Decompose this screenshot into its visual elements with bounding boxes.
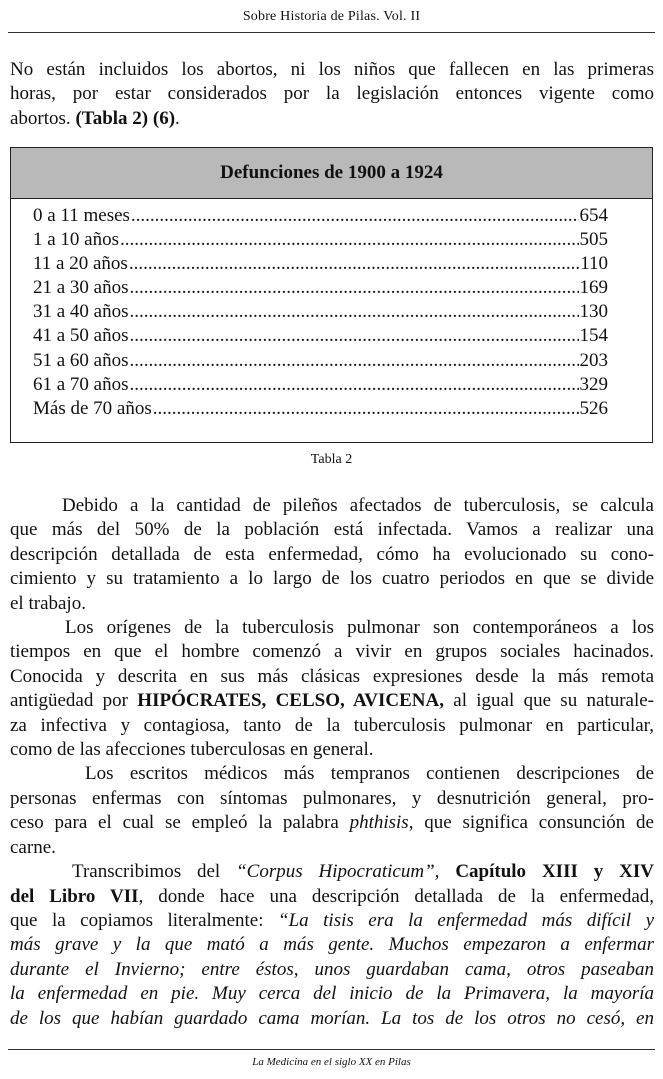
p3-line-4: carne. [10,836,56,858]
deaths-table [10,147,653,443]
age-range-label: 61 a 70 años [33,373,129,395]
p4-line-1-space [439,861,455,882]
quote-start: “La tisis era la enfermedad más difícil y [278,909,654,931]
p1-line-1: Debido a la cantidad de pileños afectados de tuberculosis, se calcula [62,495,654,516]
p4-line-4 [10,933,654,957]
intro-line-3-end: . [175,107,180,129]
p2-line-4-end: al igual que su naturale- [443,690,655,712]
age-range-label: 0 a 11 meses [33,205,130,226]
age-range-label: 11 a 20 años [33,253,128,275]
quote-line-4: la enfermedad en pie. Muy cerca del inicio de la Primavera, la mayoría [10,983,654,1005]
header-divider [8,32,655,33]
dot-leader [130,301,579,323]
age-range-label: Más de 70 años [33,397,152,419]
p4-line-1-text: Transcribimos del [72,861,237,883]
p2-line-2: tiempos en que el hombre comenzó a vivir en grupos sociales hacinados. [10,641,654,663]
p1-line-5: el trabajo. [10,592,86,614]
table-row [33,398,608,422]
death-count: 526 [579,397,608,419]
death-count: 505 [579,229,608,251]
footer-divider [8,1049,655,1050]
p3-line-3-text: ceso para el cual se empleó la palabra [10,812,350,834]
death-count: 654 [579,205,608,226]
quote-line-5: de los que habían guardado cama morían. La tos de los otros no cesó, en [10,1007,654,1029]
table-row [33,205,608,229]
work-title: “Corpus Hipocraticum”, [236,861,440,883]
dot-leader [130,277,579,299]
paragraph-2 [10,616,654,762]
death-count: 110 [580,253,608,275]
p3-line-3 [10,811,654,835]
p2-line-1: Los orígenes de la tuberculosis pulmonar son contemporáneos a los [65,617,654,639]
author-names: HIPÓCRATES, CELSO, AVICENA, [137,690,444,712]
intro-line-3-text: abortos. [10,107,76,129]
dot-leader [120,229,578,251]
table-row [33,374,608,398]
p1-line-2: que más del 50% de la población está infectada. Vamos a realizar una [10,519,654,541]
table-row [33,229,608,253]
death-count: 154 [579,325,608,347]
age-range-label: 41 a 50 años [33,325,129,347]
table-caption: Tabla 2 [310,452,353,467]
paragraph-1 [10,494,654,616]
p1-line-3: descripción detallada de esta enfermedad, cómo ha evolucionado su cono- [10,543,654,565]
body-text [10,494,654,1031]
p2-line-3: Conocida y descrita en sus más clásicas expresiones desde la más remota [10,665,654,687]
death-count: 203 [579,349,608,371]
table-row [33,325,608,349]
p3-line-2: personas enfermas con síntomas pulmonares, y desnutrición general, pro- [10,787,654,809]
p4-line-3-text: que la copiamos literalmente: [10,909,279,931]
age-range-label: 1 a 10 años [33,229,120,251]
death-count: 329 [579,373,608,395]
age-range-label: 51 a 60 años [33,349,129,371]
death-count: 130 [579,301,608,323]
p4-line-5 [10,958,654,982]
death-count: 169 [579,277,608,299]
running-header: Sobre Historia de Pilas. Vol. II [242,9,421,24]
dot-leader [153,398,579,420]
p2-line-6: como de las afecciones tuberculosas en general. [10,739,374,761]
p2-line-5: za infectiva y contagiosa, tanto de la tuberculosis pulmonar en particular, [10,714,654,736]
p3-line-1: Los escritos médicos más tempranos contienen descripciones de [85,763,654,785]
p2-line-4 [10,689,654,713]
p4-line-3 [10,909,654,933]
p4-line-6 [10,982,654,1006]
intro-line-2: horas, por estar considerados por la legislación entonces vigente como [10,83,654,105]
table-row [33,277,608,301]
quote-line-3: durante el Invierno; entre éstos, unos guardaban cama, otros paseaban [10,958,654,980]
table-row [33,253,608,277]
intro-line-3 [10,107,654,131]
paragraph-3 [10,762,654,860]
dot-leader [130,325,579,347]
running-footer: La Medicina en el siglo XX en Pilas [252,1056,411,1068]
dot-leader [130,374,579,396]
paragraph-4 [10,860,654,1031]
table-row [33,301,608,325]
dot-leader [131,205,579,227]
dot-leader [129,253,579,275]
p2-line-4-text: antigüedad por [10,690,138,712]
p3-line-3-end: , que significa consunción de [408,812,654,834]
p4-line-7 [10,1007,654,1031]
dot-leader [130,350,579,372]
p4-line-2 [10,885,654,909]
age-range-label: 21 a 30 años [33,277,129,299]
table-rows [33,205,608,422]
intro-paragraph [10,58,654,131]
term-phthisis: phthisis [349,812,409,834]
table-reference: (Tabla 2) (6) [75,107,176,129]
chapter-reference: Capítulo XIII y XIV [455,861,655,883]
intro-line-1: No están incluidos los abortos, ni los niños que fallecen en las primeras [10,59,654,80]
book-reference: del Libro VII [10,885,139,907]
p1-line-4: cimiento y su tratamiento a lo largo de los cuatro periodos en que se divide [10,568,654,590]
table-row [33,350,608,374]
quote-line-2: más grave y la que mató a más gente. Muchos empezaron a enfermar [10,934,654,956]
table-title: Defunciones de 1900 a 1924 [11,148,652,199]
p4-line-1 [10,860,654,884]
age-range-label: 31 a 40 años [33,301,129,323]
p4-line-2-text: , donde hace una descripción detallada de la enfermedad, [138,885,655,907]
